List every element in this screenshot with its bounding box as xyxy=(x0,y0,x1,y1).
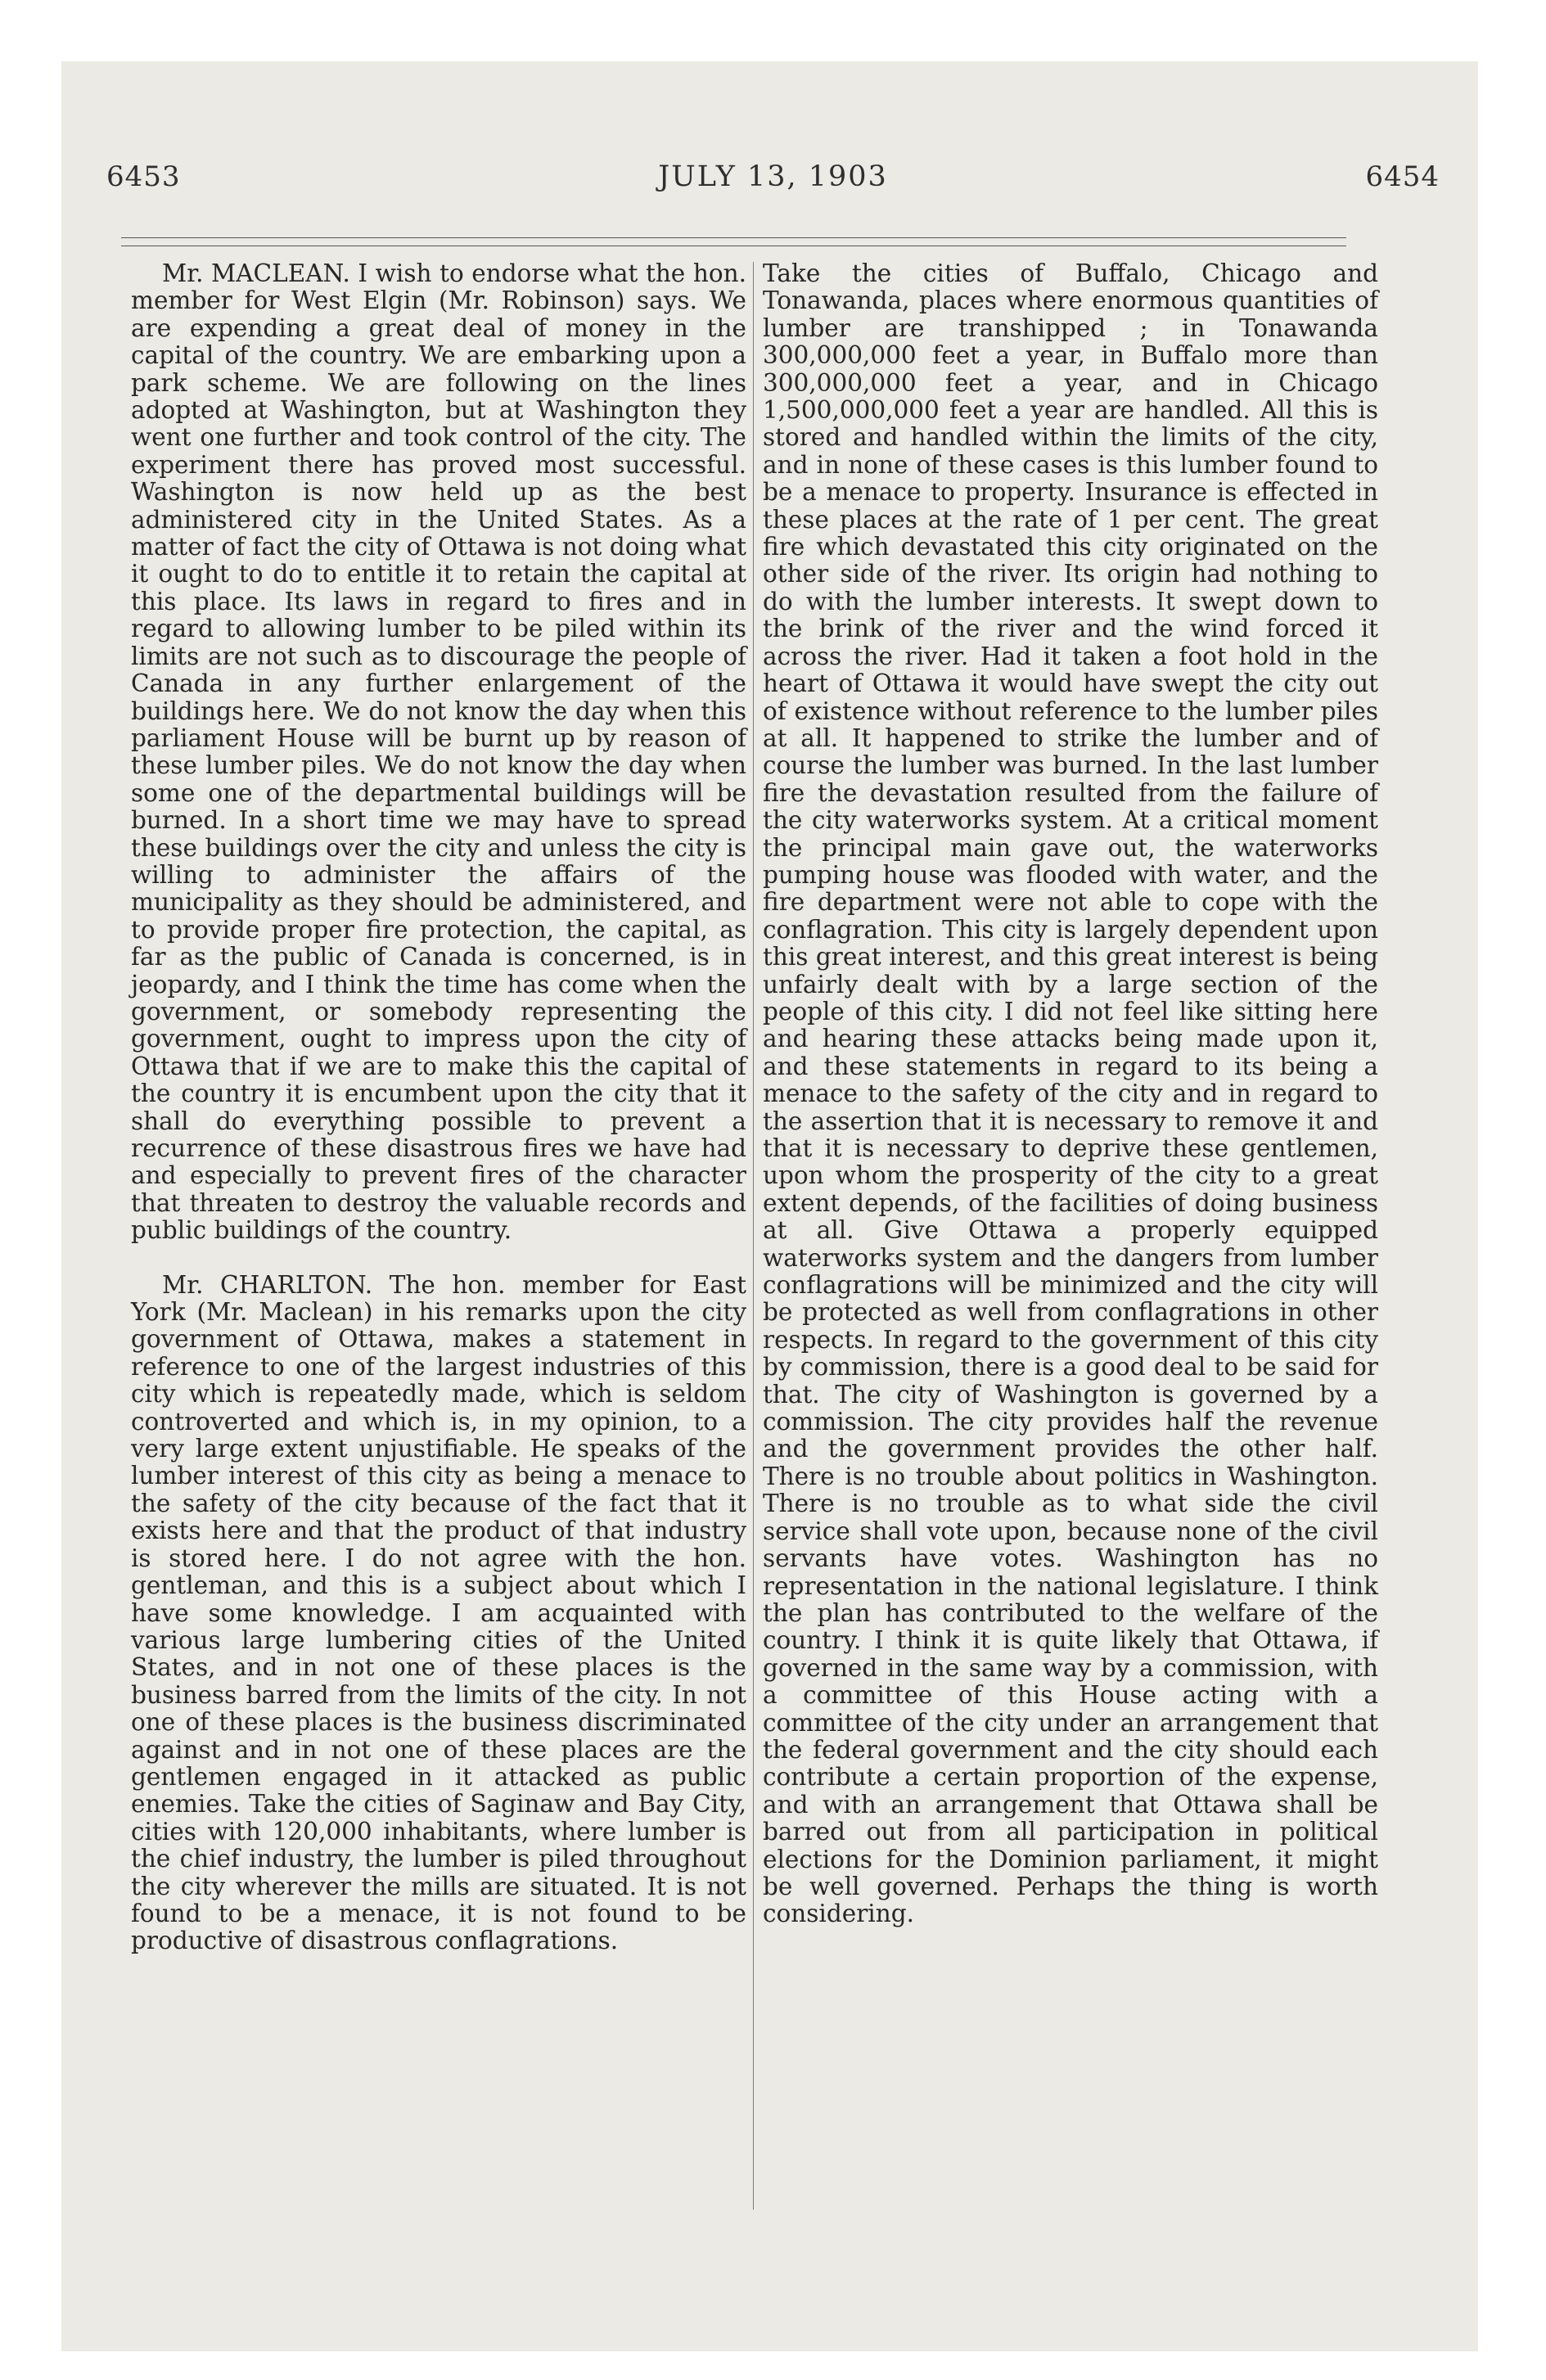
page-number-left: 6453 xyxy=(106,160,181,193)
right-column xyxy=(763,260,1378,1928)
paragraph-maclean: Mr. MACLEAN. I wish to endorse what the hon. member for West Elgin (Mr. Robinson) says. We are expending a great deal of money in the capital of the country. We are embarking upon a park scheme. We are following on the lines adopted at Washington, but at Washington they went one further and took control of the city. The experiment there has proved most successful. Washington is now held up as the best administered city in the United States. As a matter of fact the city of Ottawa is not doing what it ought to do to entitle it to retain the capital at this place. Its laws in regard to fires and in regard to allowing lumber to be piled within its limits are not such as to discourage the people of Canada in any further enlargement of the buildings here. We do not know the day when this parliament House will be burnt up by reason of these lumber piles. We do not know the day when some one of the departmental buildings will be burned. In a short time we may have to spread these buildings over the city and unless the city is willing to administer the affairs of the municipality as they should be administered, and to provide proper fire protection, the capital, as far as the public of Canada is concerned, is in jeopardy, and I think the time has come when the government, or somebody representing the government, ought to impress upon the city of Ottawa that if we are to make this the capital of the country it is encumbent upon the city that it shall do everything possible to prevent a recurrence of these disastrous fires we have had and especially to prevent fires of the character that threaten to destroy the valuable records and public buildings of the country. xyxy=(131,259,746,1245)
page-header xyxy=(106,160,1440,210)
left-column xyxy=(131,260,746,1955)
paragraph-charlton-continued: Take the cities of Buffalo, Chicago and Tonawanda, places where enormous quantities of lumber are transhipped ; in Tonawanda 300,000,000 feet a year, in Buffalo more than 300,000,000 feet a year, and in Chicago 1,500,000,000 feet a year are handled. All this is stored and handled within the limits of the city, and in none of these cases is this lumber found to be a menace to property. Insurance is effected in these places at the rate of 1 per cent. The great fire which devastated this city originated on the other side of the river. Its origin had nothing to do with the lumber interests. It swept down to the brink of the river and the wind forced it across the river. Had it taken a foot hold in the heart of Ottawa it would have swept the city out of existence without reference to the lumber piles at all. It happened to strike the lumber and of course the lumber was burned. In the last lumber fire the devastation resulted from the failure of the city waterworks system. At a critical moment the principal main gave out, the waterworks pumping house was flooded with water, and the fire department were not able to cope with the conflagration. This city is largely dependent upon this great interest, and this great interest is being unfairly dealt with by a large section of the people of this city. I did not feel like sitting here and hearing these attacks being made upon it, and these statements in regard to its being a menace to the safety of the city and in regard to the assertion that it is necessary to remove it and that it is necessary to deprive these gentlemen, upon whom the prosperity of the city to a great extent depends, of the facilities of doing business at all. Give Ottawa a properly equipped waterworks system and the dangers from lumber conflagrations will be minimized and the city will be protected as well from conflagrations in other respects. In regard to the government of this city by commission, there is a good deal to be said for that. The city of Washington is governed by a commission. The city provides half the revenue and the government provides the other half. There is no trouble about politics in Washington. There is no trouble as to what side the civil service shall vote upon, because none of the civil servants have votes. Washington has no representation in the national legislature. I think the plan has contributed to the welfare of the country. I think it is quite likely that Ottawa, if governed in the same way by a commission, with a committee of this House acting with a committee of the city under an arrangement that the federal government and the city should each contribute a certain proportion of the expense, and with an arrangement that Ottawa shall be barred out from all participation in political elections for the Dominion parliament, it might be well governed. Perhaps the thing is worth considering. xyxy=(763,259,1378,1928)
header-rule-top xyxy=(121,237,1346,238)
page-number-right: 6454 xyxy=(1365,160,1440,193)
page-date: JULY 13, 1903 xyxy=(658,160,888,193)
column-divider xyxy=(753,262,754,2210)
paragraph-charlton: Mr. CHARLTON. The hon. member for East York (Mr. Maclean) in his remarks upon the city government of Ottawa, makes a statement in reference to one of the largest industries of this city which is repeatedly made, which is seldom controverted and which is, in my opinion, to a very large extent unjustifiable. He speaks of the lumber interest of this city as being a menace to the safety of the city because of the fact that it exists here and that the product of that industry is stored here. I do not agree with the hon. gentleman, and this is a subject about which I have some knowledge. I am acquainted with various large lumbering cities of the United States, and in not one of these places is the business barred from the limits of the city. In not one of these places is the business discriminated against and in not one of these places are the gentlemen engaged in it attacked as public enemies. Take the cities of Saginaw and Bay City, cities with 120,000 inhabitants, where lumber is the chief industry, the lumber is piled throughout the city wherever the mills are situated. It is not found to be a menace, it is not found to be productive of disastrous conflagrations. xyxy=(131,1270,746,1955)
